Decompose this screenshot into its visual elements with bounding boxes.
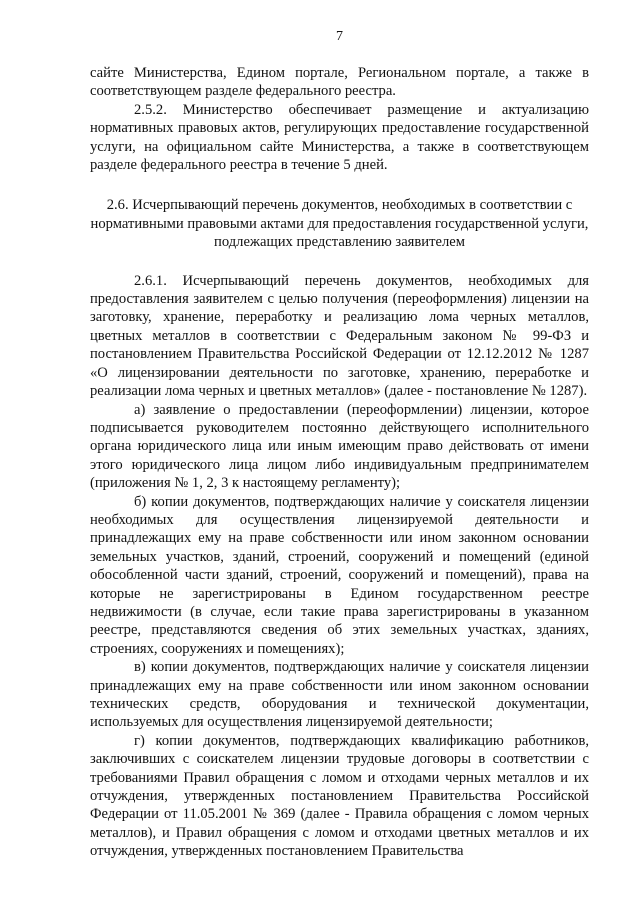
list-item-b: б) копии документов, подтверждающих наличие у соискателя лицензии необходимых для осуществления лицензируемой деятельности и принадлежащих ему на праве собственности или ином законном основании земельных участков, зданий, строений, сооружений и помещений (единой обособленной части зданий, строений, сооружений и помещений), права на которые не зарегистрированы в Едином государственном реестре недвижимости (в случае, если такие права зарегистрированы в указанном реестре, представляются сведения об этих земельных участках, зданиях, строениях, сооружениях и помещениях); <box>90 493 589 657</box>
list-item-a: а) заявление о предоставлении (переоформлении) лицензии, которое подписывается руководителем постоянно действующего исполнительного органа юридического лица или иным имеющим право действовать от имени этого юридического лица лицом либо индивидуальным предпринимателем (приложения № 1, 2, 3 к настоящему регламенту); <box>90 401 589 492</box>
paragraph-2-5-2: 2.5.2. Министерство обеспечивает размещение и актуализацию нормативных правовых актов, регулирующих предоставление государственной услуги, на официальном сайте Министерства, а также в соответствующем разделе федерального реестра в течение 5 дней. <box>90 101 589 174</box>
paragraph-continuation: сайте Министерства, Едином портале, Региональном портале, а также в соответствующем разделе федерального реестра. <box>90 65 589 100</box>
list-item-g: г) копии документов, подтверждающих квалификацию работников, заключивших с соискателем лицензии трудовые договоры в соответствии с требованиями Правил обращения с ломом и отходами черных металлов и их отчуждения, утвержденных постановлением Правительства Российской Федерации от 11.05.2001 № 369 (далее - Правила обращения с ломом черных металлов), и Правил обращения с ломом и отходами цветных металлов и их отчуждения, утвержденных постановлением Правительства <box>90 732 589 860</box>
section-heading-2-6: 2.6. Исчерпывающий перечень документов, необходимых в соответствии с нормативными правовыми актами для предоставления государственной услуги, подлежащих представлению заявителем <box>90 197 589 251</box>
page-number: 7 <box>336 29 343 44</box>
document-page <box>90 28 589 861</box>
paragraph-2-6-1: 2.6.1. Исчерпывающий перечень документов, необходимых для предоставления заявителем с целью получения (переоформления) лицензии на заготовку, хранение, переработку и реализацию лома черных металлов, цветных металлов в соответствии с Федеральным законом № 99-ФЗ и постановлением Правительства Российской Федерации от 12.12.2012 № 1287 «О лицензировании деятельности по заготовке, хранению, переработке и реализации лома черных и цветных металлов» (далее - постановление № 1287). <box>90 272 589 400</box>
list-item-v: в) копии документов, подтверждающих наличие у соискателя лицензии принадлежащих ему на праве собственности или ином законном основании технических средств, оборудования и технической документации, используемых для осуществления лицензируемой деятельности; <box>90 659 589 731</box>
